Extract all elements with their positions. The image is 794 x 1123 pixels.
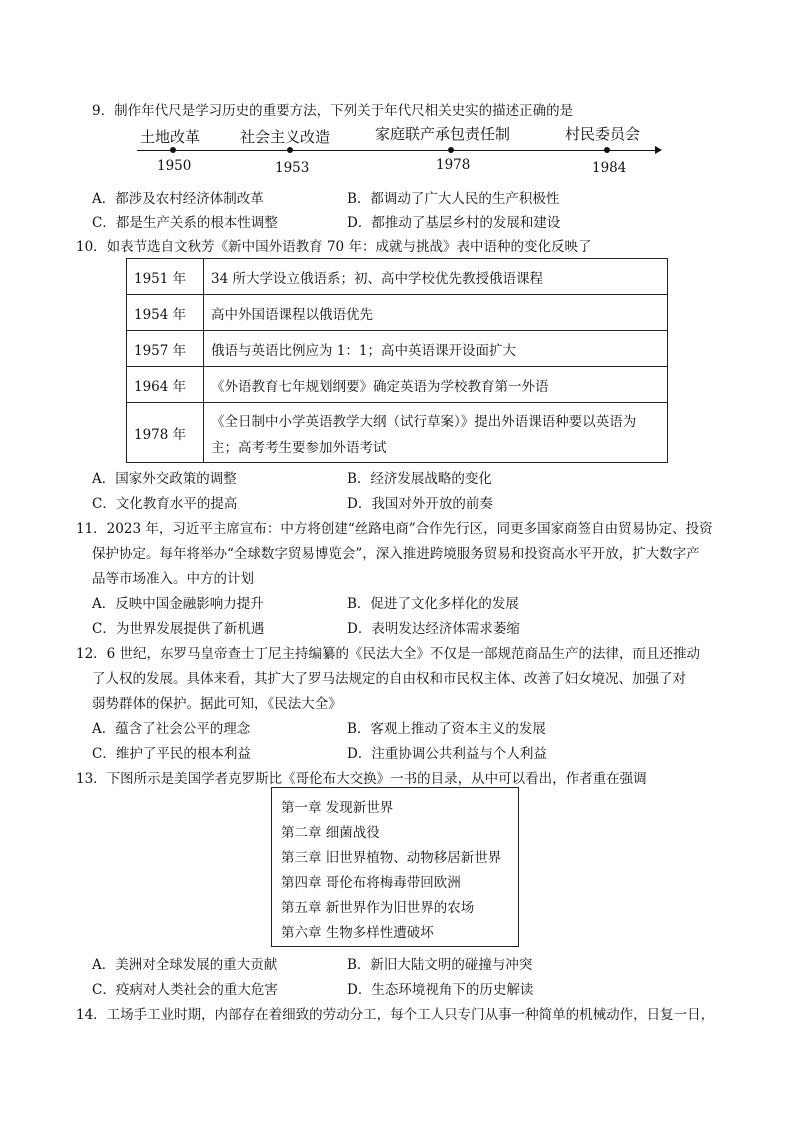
- q12-option-b[interactable]: B．客观上推动了资本主义的发展: [347, 721, 546, 737]
- q11-option-c[interactable]: C．为世界发展提供了新机遇: [92, 621, 265, 637]
- table-year-cell: 1951 年: [127, 259, 204, 295]
- timeline-dot: [170, 147, 176, 153]
- q11-option-d[interactable]: D．表明发达经济体需求萎缩: [347, 621, 520, 637]
- chapter-item: 第三章 旧世界植物、动物移居新世界: [281, 850, 502, 866]
- q10-option-b[interactable]: B．经济发展战略的变化: [347, 471, 492, 487]
- q12-stem-line: 12．6 世纪，东罗马皇帝查士丁尼主持编纂的《民法大全》不仅是一部规范商品生产的法律，而且还推动: [76, 646, 701, 662]
- q10-option-d[interactable]: D．我国对外开放的前奏: [347, 496, 493, 512]
- q12-option-a[interactable]: A．蕴含了社会公平的理念: [92, 721, 251, 737]
- table-text-line: 《全日制中小学英语教学大纲（试行草案）》提出外语课语种要以英语为: [211, 413, 637, 430]
- table-row: [127, 295, 668, 331]
- table-text-line: 主；高考考生要参加外语考试: [211, 439, 387, 456]
- q14-stem-line: 14．工场手工业时期，内部存在着细致的劳动分工，每个工人只专门从事一种简单的机械动作，日复一日，: [76, 1007, 715, 1023]
- timeline-dot: [287, 147, 293, 153]
- timeline-label: 村民委员会: [565, 125, 641, 143]
- table-row: [127, 259, 668, 295]
- q10-table: [126, 258, 668, 463]
- table-row: [127, 403, 668, 463]
- timeline-label: 家庭联产承包责任制: [375, 125, 511, 143]
- q9-option-b[interactable]: B．都调动了广大人民的生产积极性: [347, 191, 560, 207]
- table-year-cell: 1978 年: [127, 403, 204, 463]
- q12-stem-line: 弱势群体的保护。据此可知，《民法大全》: [92, 696, 342, 712]
- chapter-item: 第二章 细菌战役: [281, 825, 380, 841]
- table-year-cell: 1964 年: [127, 367, 204, 403]
- q11-stem-line: 品等市场准入。中方的计划: [92, 571, 254, 587]
- q13-stem: 13．下图所示是美国学者克罗斯比《哥伦布大交换》一书的目录，从中可以看出，作者重在强调: [76, 771, 647, 787]
- timeline-dot: [604, 147, 610, 153]
- q13-option-d[interactable]: D．生态环境视角下的历史解读: [347, 982, 534, 998]
- timeline-year: 1950: [157, 158, 192, 174]
- q13-option-b[interactable]: B．新旧大陆文明的碰撞与冲突: [347, 957, 533, 973]
- timeline-label: 土地改革: [140, 128, 201, 146]
- timeline-arrow-icon: [655, 146, 662, 154]
- q9-option-a[interactable]: A．都涉及农村经济体制改革: [92, 191, 264, 207]
- q11-stem-line: 保护协定。每年将举办“全球数字贸易博览会”，深入推进跨境服务贸易和投资高水平开放，扩大数字产: [92, 546, 700, 562]
- q13-contents-box: [271, 787, 519, 947]
- q11-stem-line: 11．2023 年，习近平主席宣布：中方将创建“丝路电商”合作先行区，同更多国家商签自由贸易协定、投资: [76, 521, 713, 537]
- q9-option-c[interactable]: C．都是生产关系的根本性调整: [92, 215, 278, 231]
- table-text-cell: 《外语教育七年规划纲要》确定英语为学校教育第一外语: [204, 367, 668, 403]
- timeline-dot: [448, 147, 454, 153]
- timeline-axis: [137, 150, 657, 151]
- table-year-cell: 1954 年: [127, 295, 204, 331]
- table-text-cell: 俄语与英语比例应为 1：1；高中英语课开设面扩大: [204, 331, 668, 367]
- q13-option-a[interactable]: A．美洲对全球发展的重大贡献: [92, 957, 278, 973]
- q10-stem: 10．如表节选自文秋芳《新中国外语教育 70 年：成就与挑战》表中语种的变化反映了: [76, 239, 592, 255]
- q11-option-a[interactable]: A．反映中国金融影响力提升: [92, 596, 264, 612]
- q9-stem: 9．制作年代尺是学习历史的重要方法，下列关于年代尺相关史实的描述正确的是: [92, 103, 574, 119]
- timeline-label: 社会主义改造: [240, 128, 331, 146]
- q11-option-b[interactable]: B．促进了文化多样化的发展: [347, 596, 519, 612]
- q13-option-c[interactable]: C．疫病对人类社会的重大危害: [92, 982, 278, 998]
- q9-option-d[interactable]: D．都推动了基层乡村的发展和建设: [347, 215, 561, 231]
- table-text-cell: [204, 403, 668, 463]
- table-row: [127, 367, 668, 403]
- chapter-item: 第五章 新世界作为旧世界的农场: [281, 900, 475, 916]
- table-row: [127, 331, 668, 367]
- q12-option-c[interactable]: C．维护了平民的根本利益: [92, 746, 251, 762]
- chapter-item: 第四章 哥伦布将梅毒带回欧洲: [281, 875, 461, 891]
- table-text-cell: 34 所大学设立俄语系；初、高中学校优先教授俄语课程: [204, 259, 668, 295]
- timeline-year: 1953: [275, 160, 310, 176]
- chapter-item: 第一章 发现新世界: [281, 800, 394, 816]
- timeline-year: 1978: [436, 157, 471, 173]
- table-text-cell: 高中外国语课程以俄语优先: [204, 295, 668, 331]
- timeline-year: 1984: [592, 160, 627, 176]
- chapter-item: 第六章 生物多样性遭破坏: [281, 925, 434, 941]
- q10-option-c[interactable]: C．文化教育水平的提高: [92, 496, 238, 512]
- q12-option-d[interactable]: D．注重协调公共利益与个人利益: [347, 746, 547, 762]
- q10-option-a[interactable]: A．国家外交政策的调整: [92, 471, 237, 487]
- table-year-cell: 1957 年: [127, 331, 204, 367]
- q12-stem-line: 了人权的发展。具体来看，其扩大了罗马法规定的自由权和市民权主体、改善了妇女境况、加强了对: [92, 671, 686, 687]
